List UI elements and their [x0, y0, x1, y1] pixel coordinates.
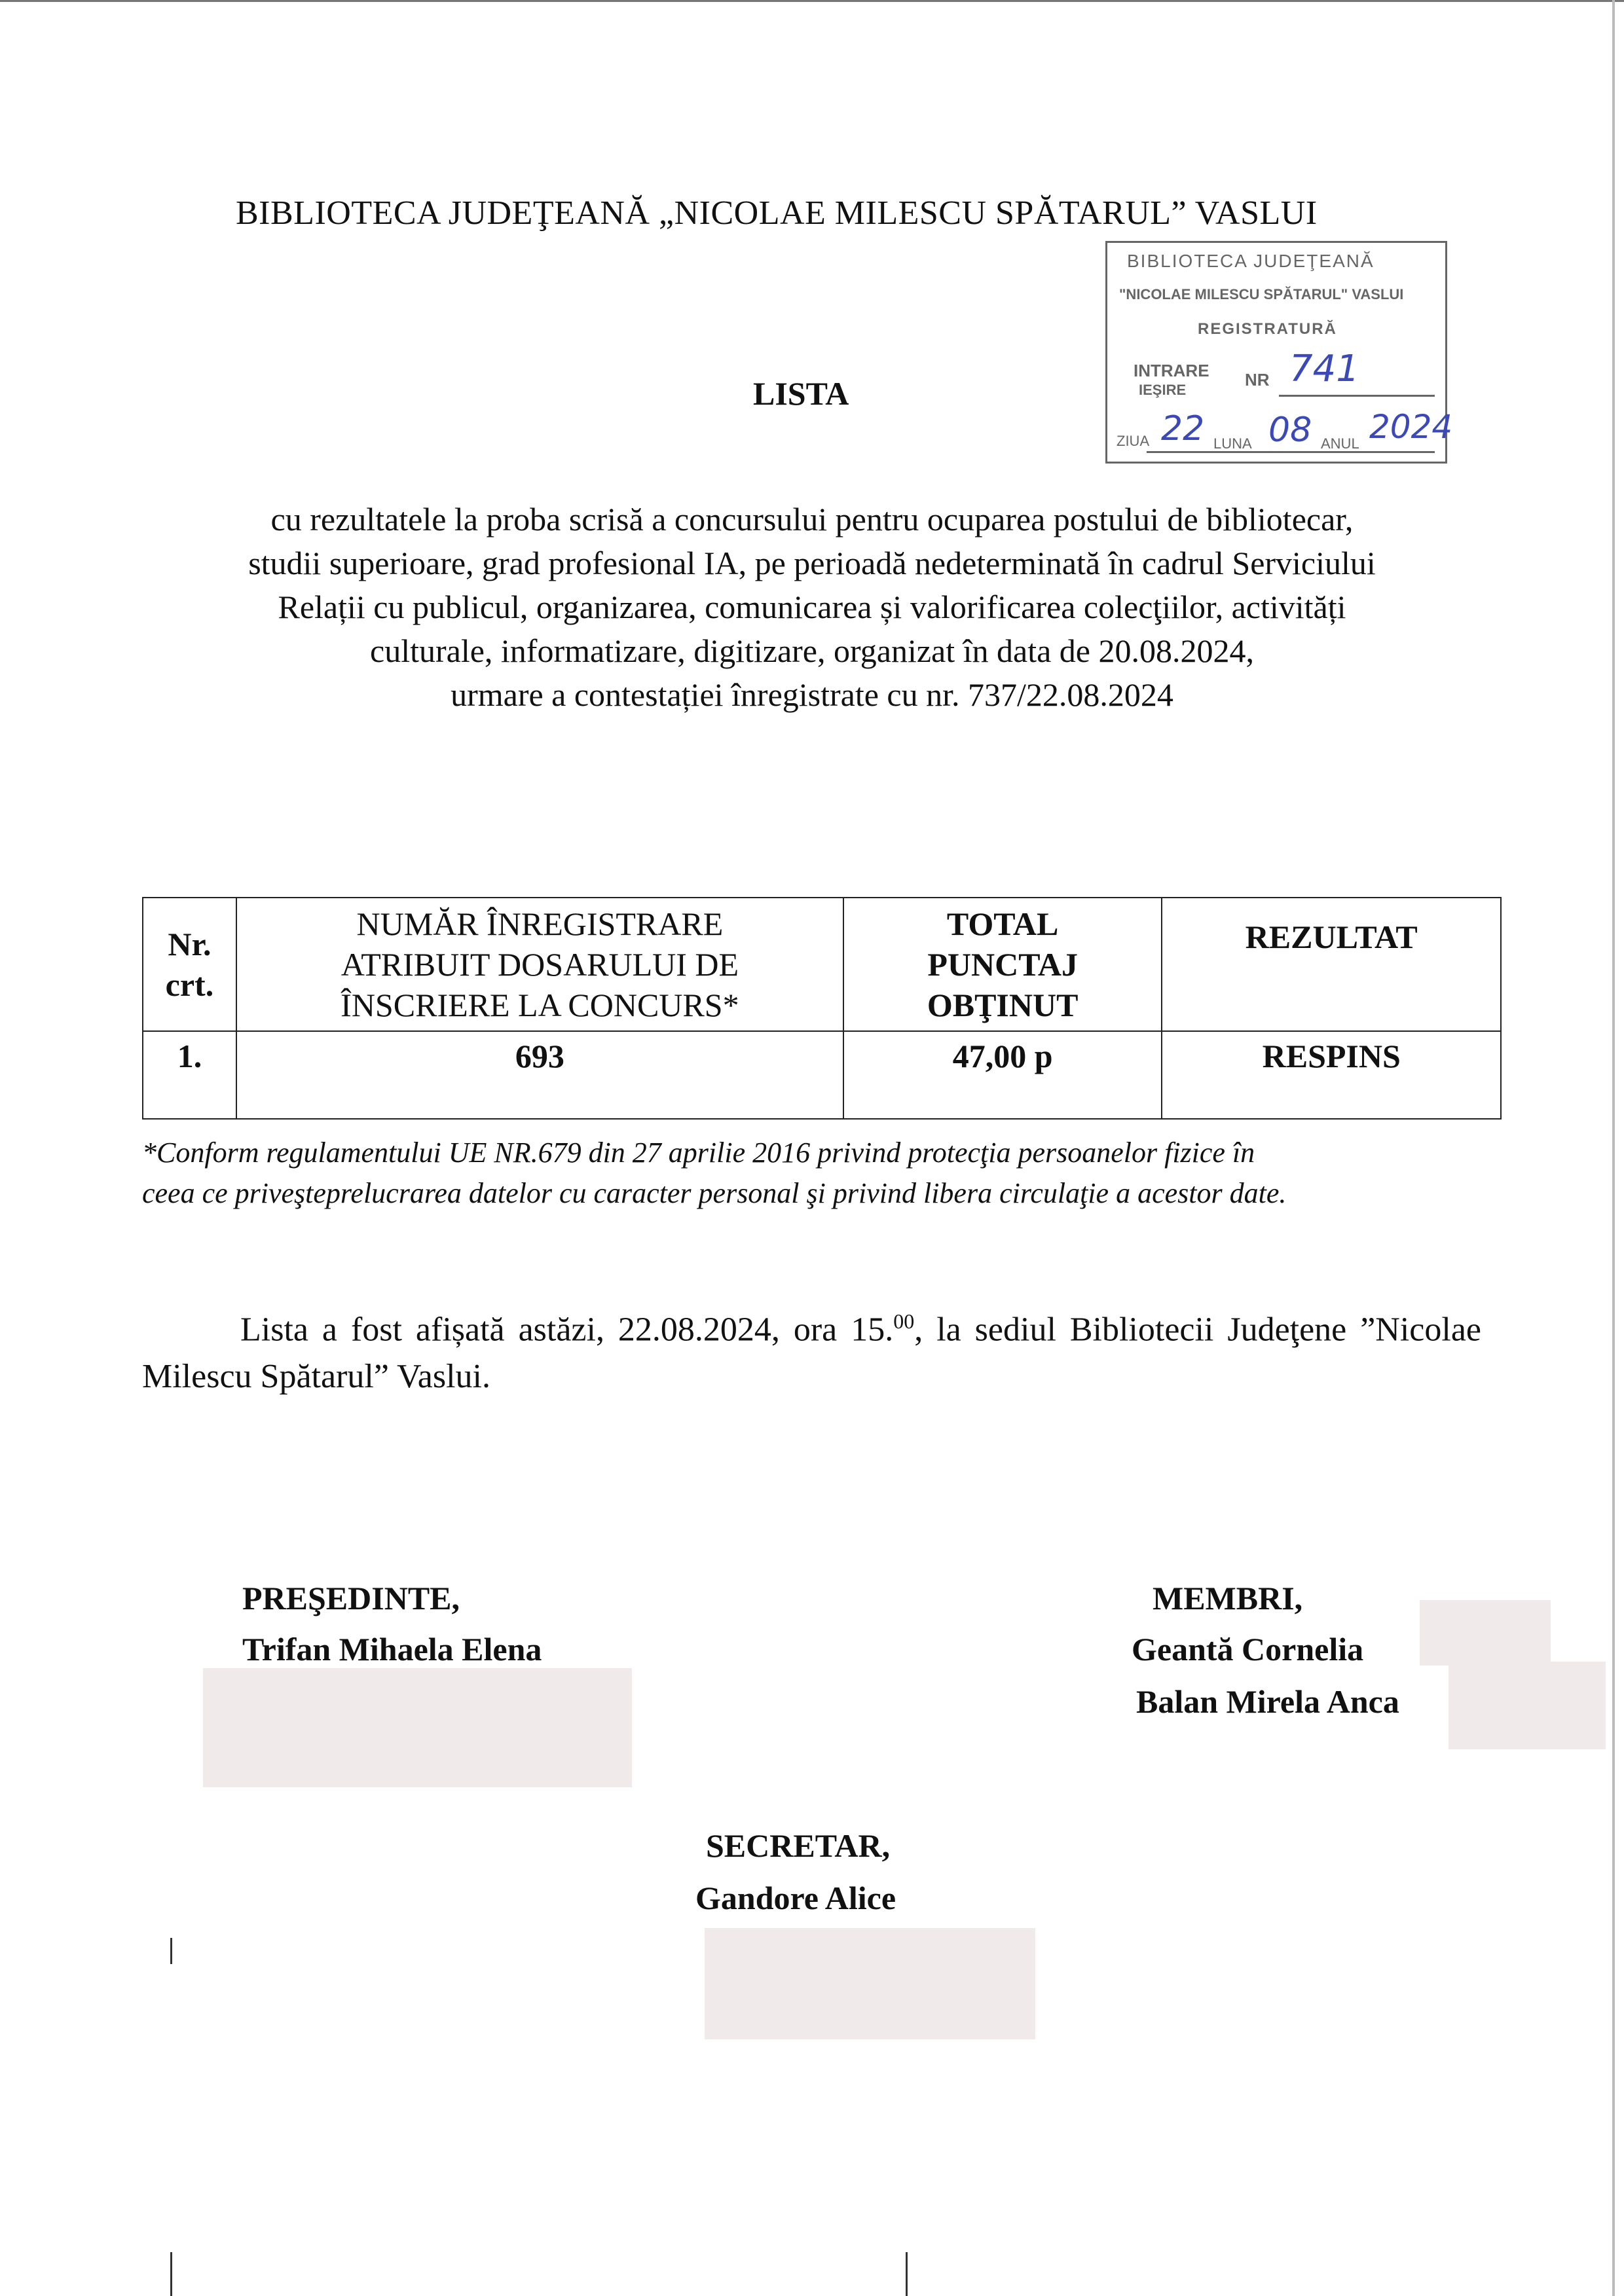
- stamp-line-1: BIBLIOTECA JUDEŢEANĂ: [1127, 251, 1375, 271]
- stamp-nr-label: NR: [1245, 370, 1270, 390]
- stamp-date-underline: [1147, 451, 1435, 453]
- stamp-ziua-value: 22: [1161, 409, 1205, 448]
- president-name: Trifan Mihaela Elena: [242, 1631, 542, 1667]
- stamp-anul-label: ANUL: [1321, 435, 1359, 452]
- member-2-name: Balan Mirela Anca: [1136, 1683, 1399, 1720]
- footnote-line: *Conform regulamentului UE NR.679 din 27 aprilie 2016 privind protecţia persoanelor fizice în: [142, 1137, 1255, 1169]
- intro-line: cu rezultatele la proba scrisă a concursului pentru ocuparea postului de bibliotecar,: [270, 501, 1354, 538]
- scan-mark: [170, 1938, 172, 1964]
- stamp-line-3: REGISTRATURĂ: [1198, 320, 1337, 338]
- member-1-name: Geantă Cornelia: [1132, 1631, 1364, 1667]
- header-text: ATRIBUIT DOSARULUI DE: [341, 946, 739, 983]
- stamp-iesire-label: IEŞIRE: [1139, 382, 1187, 398]
- intro-paragraph: [105, 498, 1519, 717]
- posted-text-before: Lista a fost afișată astăzi, 22.08.2024, ora 15.: [240, 1311, 894, 1349]
- table-row: [143, 1031, 1501, 1119]
- table-header-row: [143, 898, 1501, 1031]
- posted-text-after: , la sediul Bibliotecii Judeţene ”Nicolae Milescu Spătarul” Vaslui.: [142, 1311, 1481, 1396]
- stamp-intrare-label: INTRARE: [1134, 361, 1209, 380]
- redacted-signature-member-2: [1449, 1662, 1606, 1749]
- header-text: OBŢINUT: [927, 987, 1079, 1023]
- institution-heading: BIBLIOTECA JUDEŢEANĂ „NICOLAE MILESCU SPĂTARUL” VASLUI: [236, 194, 1318, 232]
- header-text: crt.: [165, 966, 214, 1003]
- cell-punctaj: 47,00 p: [843, 1031, 1162, 1119]
- stamp-anul-value: 2024: [1369, 408, 1453, 446]
- header-text: Nr.: [168, 926, 212, 962]
- scan-edge-top: [0, 0, 1624, 2]
- intro-line: studii superioare, grad profesional IA, pe perioadă nedeterminată în cadrul Serviciului: [248, 545, 1376, 581]
- stamp-ziua-label: ZIUA: [1116, 433, 1150, 449]
- document-title: LISTA: [753, 375, 849, 412]
- results-table: [142, 897, 1502, 1120]
- header-text: NUMĂR ÎNREGISTRARE: [356, 905, 724, 942]
- header-text: REZULTAT: [1245, 919, 1418, 955]
- cell-numar: 693: [236, 1031, 843, 1119]
- posted-time-sup: 00: [893, 1309, 915, 1333]
- cell-rezultat: RESPINS: [1162, 1031, 1501, 1119]
- president-title: PREŞEDINTE,: [242, 1580, 460, 1616]
- redacted-signature-member-1: [1420, 1600, 1551, 1666]
- gdpr-footnote: [142, 1133, 1517, 1214]
- redacted-signature-president: [203, 1668, 632, 1787]
- posting-statement: [142, 1298, 1481, 1400]
- stamp-luna-label: LUNA: [1213, 435, 1252, 452]
- header-nr-crt: [143, 898, 236, 1031]
- stamp-line-2: "NICOLAE MILESCU SPĂTARUL" VASLUI: [1119, 286, 1404, 302]
- secretary-title: SECRETAR,: [706, 1827, 891, 1864]
- header-total-punctaj: [843, 898, 1162, 1031]
- header-rezultat: [1162, 898, 1501, 1031]
- intro-line: urmare a contestației înregistrate cu nr. 737/22.08.2024: [451, 676, 1173, 713]
- registry-stamp: [1105, 241, 1453, 464]
- header-text: ÎNSCRIERE LA CONCURS*: [341, 987, 739, 1023]
- members-title: MEMBRI,: [1153, 1580, 1303, 1616]
- header-numar-inregistrare: [236, 898, 843, 1031]
- secretary-name: Gandore Alice: [695, 1880, 896, 1916]
- scan-mark: [170, 2252, 172, 2296]
- intro-line: culturale, informatizare, digitizare, organizat în data de 20.08.2024,: [370, 632, 1254, 669]
- stamp-luna-value: 08: [1268, 410, 1312, 450]
- header-text: PUNCTAJ: [927, 946, 1078, 983]
- stamp-nr-value: 741: [1289, 348, 1359, 390]
- stamp-nr-underline: [1279, 395, 1435, 397]
- footnote-line: ceea ce priveşteprelucrarea datelor cu caracter personal şi privind libera circulaţie a acestor date.: [142, 1177, 1287, 1209]
- intro-line: Relații cu publicul, organizarea, comunicarea și valorificarea colecţiilor, activități: [278, 589, 1346, 625]
- scan-edge-right: [1612, 0, 1615, 2296]
- scan-mark: [906, 2252, 908, 2296]
- redacted-signature-secretary: [705, 1928, 1035, 2039]
- header-text: TOTAL: [946, 905, 1059, 942]
- cell-nr: 1.: [143, 1031, 236, 1119]
